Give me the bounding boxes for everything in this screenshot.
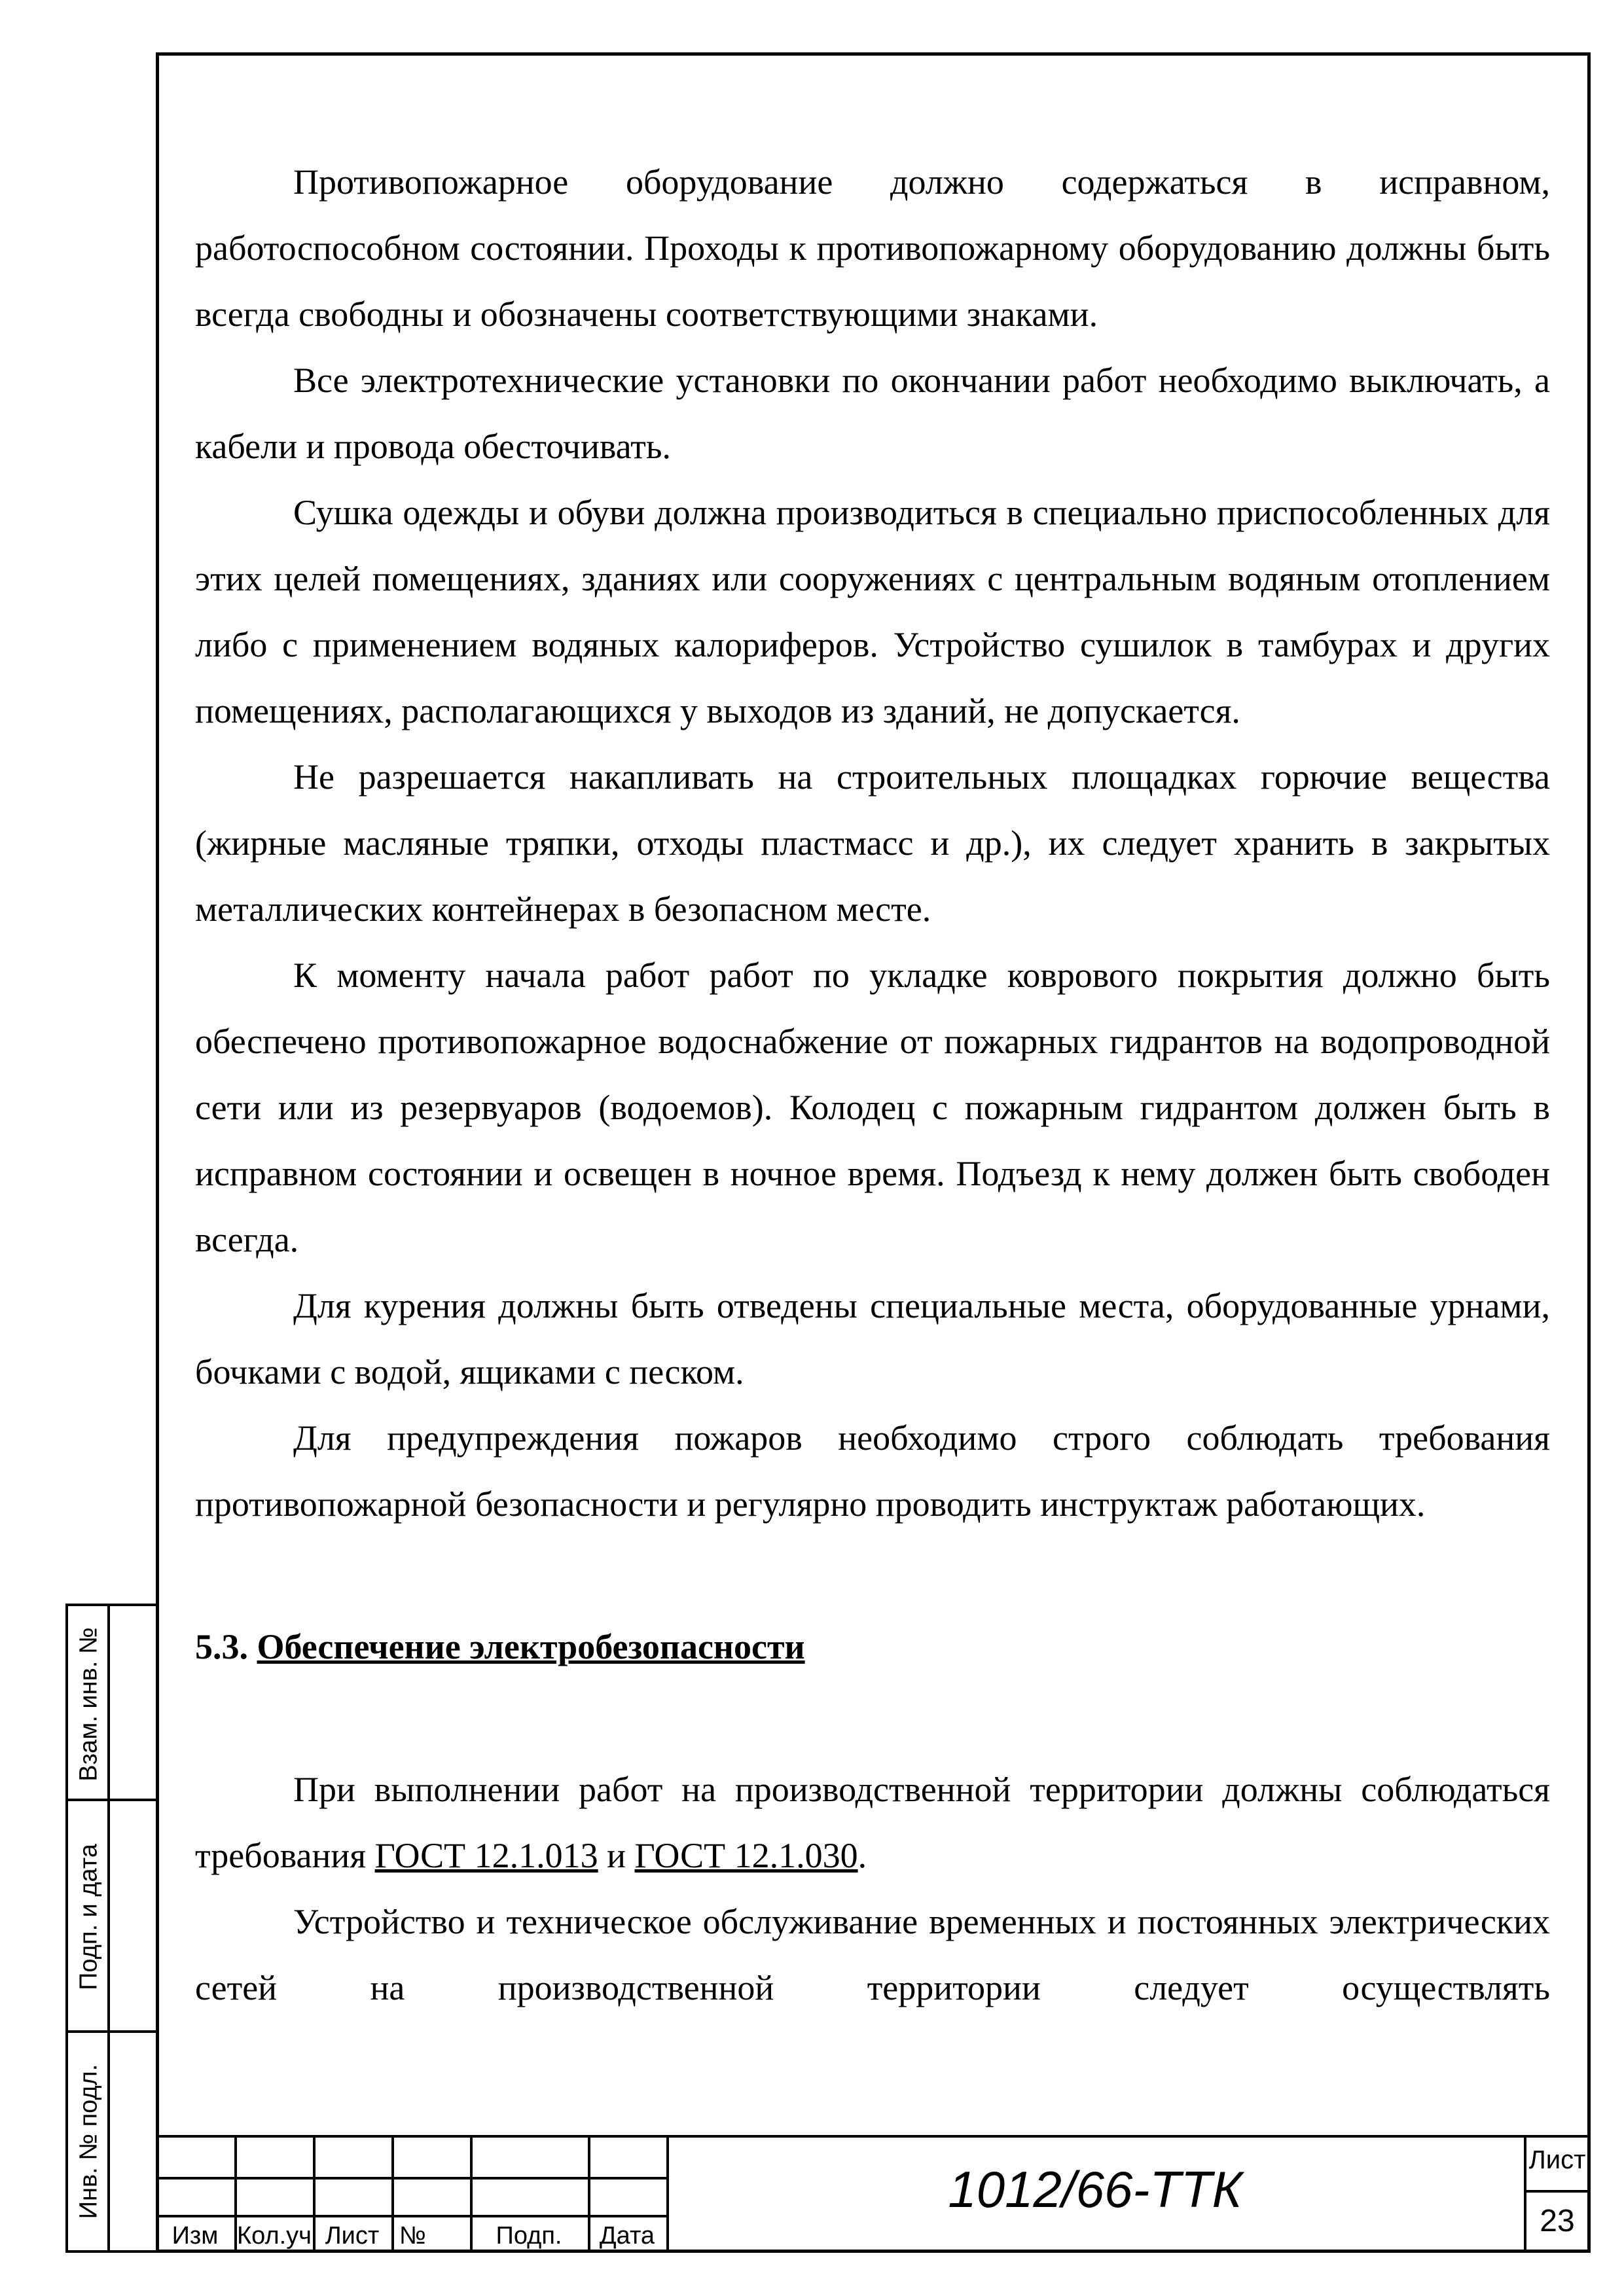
header-podp: Подп. — [496, 2222, 562, 2250]
paragraph-combustibles: Не разрешается накапливать на строительных площадках горючие вещества (жирные масляные тряпки, отходы пластмасс и др.), их следует хранить в закрытых металлических контейнерах в безопасном месте. — [195, 757, 1550, 929]
document-code: 1012/66-ТТК — [948, 2161, 1242, 2218]
gost-link-013[interactable]: ГОСТ 12.1.013 — [374, 1836, 598, 1875]
header-data: Дата — [599, 2222, 655, 2250]
sheet-cell-divider — [1524, 2190, 1591, 2193]
paragraph-water-supply: К моменту начала работ работ по укладке коврового покрытия должно быть обеспечено противопожарное водоснабжение от пожарных гидрантов на водопроводной сети или из резервуаров (водоемов). Колодец с пожарным гидрантом должен быть в исправном состоянии и освещен в ночное время. Подъезд к нему должен быть свободен всегда. — [195, 956, 1550, 1259]
sheet-number: 23 — [1540, 2204, 1575, 2238]
gost-link-030[interactable]: ГОСТ 12.1.030 — [634, 1836, 858, 1875]
section-title: Обеспечение электробезопасности — [257, 1627, 805, 1666]
paragraph-drying-clothes: Сушка одежды и обуви должна производиться в специально приспособленных для этих целей помещениях, зданиях или сооружениях с центральным водяным отоплением либо с применением водяных калориферов. Устройство сушилок в тамбурах и других помещениях, располагающихся у выходов из зданий, не допускается. — [195, 493, 1550, 730]
paragraph-fire-equipment: Противопожарное оборудование должно содержаться в исправном, работоспособном состоянии. Проходы к противопожарному оборудованию должны быть всегда свободны и обозначены соответствующими знаками. — [195, 162, 1550, 334]
header-number: № — [399, 2222, 426, 2250]
label-vzam-inv: Взам. инв. № — [75, 1627, 103, 1782]
sheet-label: Лист — [1528, 2145, 1586, 2174]
title-block — [156, 2135, 1591, 2253]
paragraph-fire-prevention: Для предупреждения пожаров необходимо строго соблюдать требования противопожарной безопасности и регулярно проводить инструктаж работающих. — [195, 1418, 1550, 1524]
gost-text-middle: и — [598, 1836, 635, 1875]
label-inv-podl: Инв. № подл. — [75, 2064, 103, 2219]
side-stamp — [65, 1604, 156, 2253]
header-kol-uch: Кол.уч — [237, 2222, 312, 2250]
paragraph-gost — [195, 1757, 1550, 1889]
paragraph-electrical-networks: Устройство и техническое обслуживание временных и постоянных электрических сетей на производственной территории следует осуществлять — [195, 1902, 1550, 2007]
label-podp-data: Подп. и дата — [75, 1844, 103, 1990]
section-number: 5.3. — [195, 1627, 248, 1666]
gost-text-before: При выполнении работ на производственной территории должны соблюдаться требования — [195, 1770, 1550, 1875]
title-block-col-line — [391, 2138, 394, 2253]
document-body — [195, 149, 1550, 2021]
gost-text-after: . — [857, 1836, 867, 1875]
section-heading — [195, 1537, 1550, 1757]
paragraph-electrical-shutdown: Все электротехнические установки по окончании работ необходимо выключать, а кабели и провода обесточивать. — [195, 361, 1550, 466]
paragraph-smoking: Для курения должны быть отведены специальные места, оборудованные урнами, бочками с водой, ящиками с песком. — [195, 1286, 1550, 1391]
header-list: Лист — [325, 2222, 380, 2250]
header-izm: Изм — [171, 2222, 219, 2250]
